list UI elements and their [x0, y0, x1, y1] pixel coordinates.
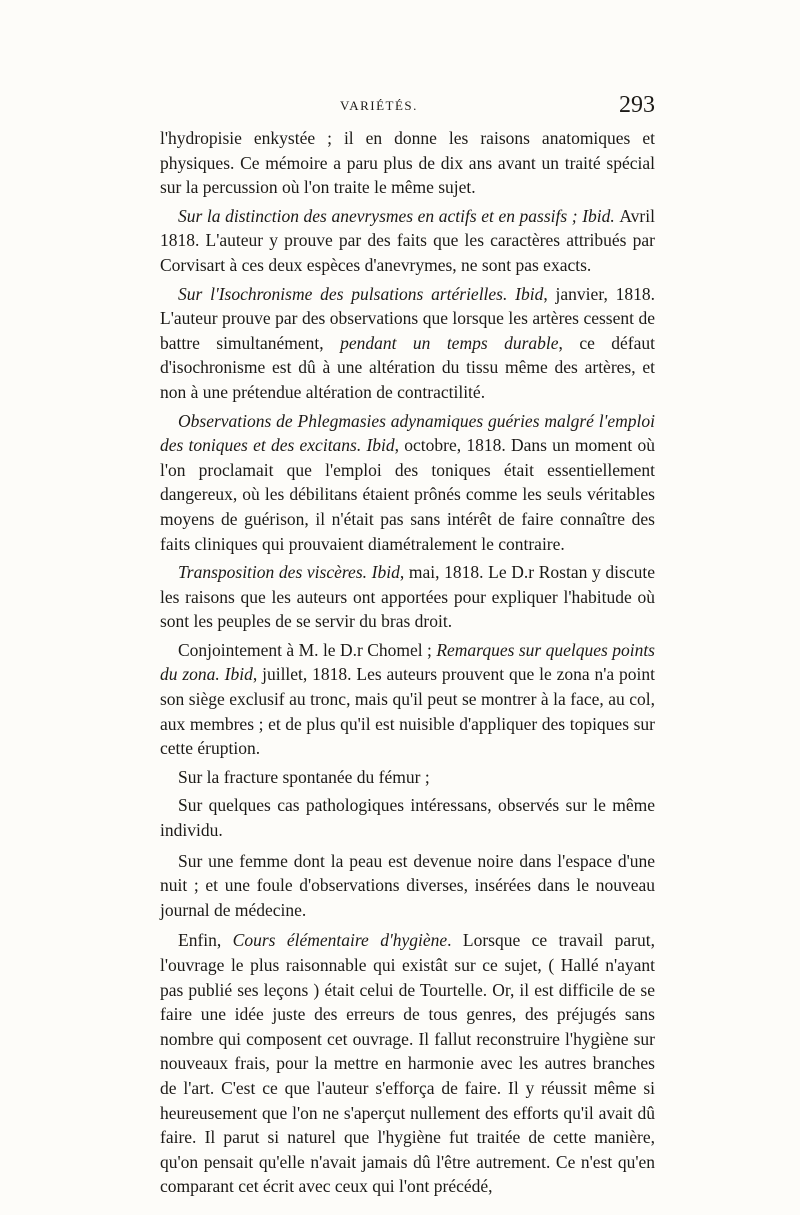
text-run-italic: Remarques sur quelques points du zona. Ibid [160, 639, 655, 685]
page-header [160, 92, 655, 126]
paragraph [160, 204, 655, 278]
paragraph [160, 282, 655, 405]
text-run: Enfin, [178, 930, 233, 951]
text-run: . Lorsque ce travail parut, l'ouvrage le plus raisonnable qui existât sur ce sujet, ( Hallé n'ayant pas publié ses leçons ) était celui de Tourtelle. Or, il est difficile de se faire une idée juste des erreurs de tous genres, des préjugés sans nombre qui composent cet ouvrage. Il fallut reconstruire l'hygiène sur nouveaux frais, pour la mettre en harmonie avec les autres branches de l'art. C'est ce que l'auteur s'efforça de faire. Il y réussit même si heureusement que l'on ne s'aperçut nullement des efforts qu'il avait dû faire. Il parut si naturel que l'hygiène fut traitée de cette manière, qu'on pensait qu'elle n'avait jamais dû l'être autrement. Ce n'est qu'en comparant cet écrit avec ceux qui l'ont précédé, [160, 930, 655, 1197]
body-text [160, 126, 655, 1203]
paragraph [160, 638, 655, 761]
text-run: , octobre, 1818. Dans un moment où l'on proclamait que l'emploi des toniques était essentiellement dangereux, où les débilitans étaient prônés comme les seuls véritables moyens de guérison, il n'était pas sans intérêt de faire connaître des faits cliniques qui prouvaient diamétralement le contraire. [160, 435, 655, 554]
text-run: Avril 1818. L'auteur y prouve par des faits que les caractères attribués par Corvisart à ces deux espèces d'anevrymes, ne sont pas exacts. [160, 205, 655, 275]
paragraph [160, 765, 655, 790]
paragraph [160, 126, 655, 200]
paragraph [160, 849, 655, 923]
text-run-italic: Transposition des viscères. Ibid [178, 562, 400, 583]
text-run: , juillet, 1818. Les auteurs prouvent que le zona n'a point son siège exclusif au tronc, mais qu'il peut se montrer à la face, au col, aux membres ; et de plus qu'il est nuisible d'appliquer des topiques sur cette éruption. [160, 664, 656, 759]
paragraph [160, 560, 655, 634]
running-title: VARIÉTÉS. [340, 98, 418, 113]
text-run-italic: pendant un temps durable [340, 332, 559, 353]
text-run: Sur une femme dont la peau est devenue noire dans l'espace d'une nuit ; et une foule d'observations diverses, insérées dans le nouveau journal de médecine. [160, 850, 655, 920]
paragraph [160, 409, 655, 557]
text-run-italic: Sur l'Isochronisme des pulsations artérielles. Ibid [178, 283, 544, 304]
text-run: Sur la fracture spontanée du fémur ; [178, 766, 430, 787]
text-run: , mai, 1818. Le D.r Rostan y discute les raisons que les auteurs ont apportées pour expliquer l'habitude où sont les peuples de se servir du bras droit. [160, 562, 655, 632]
text-run-italic: Cours élémentaire d'hygiène [232, 930, 448, 951]
text-run: , janvier, 1818. L'auteur prouve par des observations que lorsque les artères cessent de battre simultanément, [160, 283, 655, 353]
text-run: Conjointement à M. le D.r Chomel ; [178, 639, 437, 660]
text-run: l'hydropisie enkystée ; il en donne les raisons anatomiques et physiques. Ce mémoire a paru plus de dix ans avant un traité spécial sur la percussion où l'on traite le même sujet. [160, 128, 655, 198]
paragraph [160, 793, 655, 842]
paragraph [160, 928, 655, 1199]
text-run: Sur quelques cas pathologiques intéressans, observés sur le même individu. [160, 795, 655, 841]
text-run-italic: Sur la distinction des anevrysmes en actifs et en passifs ; Ibid. [178, 205, 620, 226]
text-run: , ce défaut d'isochronisme est dû à une altération du tissu même des artères, et non à une prétendue altération de contractilité. [160, 332, 655, 402]
page-number: 293 [619, 92, 655, 118]
text-run-italic: Observations de Phlegmasies adynamiques guéries malgré l'emploi des toniques et des excitans. Ibid [160, 410, 655, 456]
